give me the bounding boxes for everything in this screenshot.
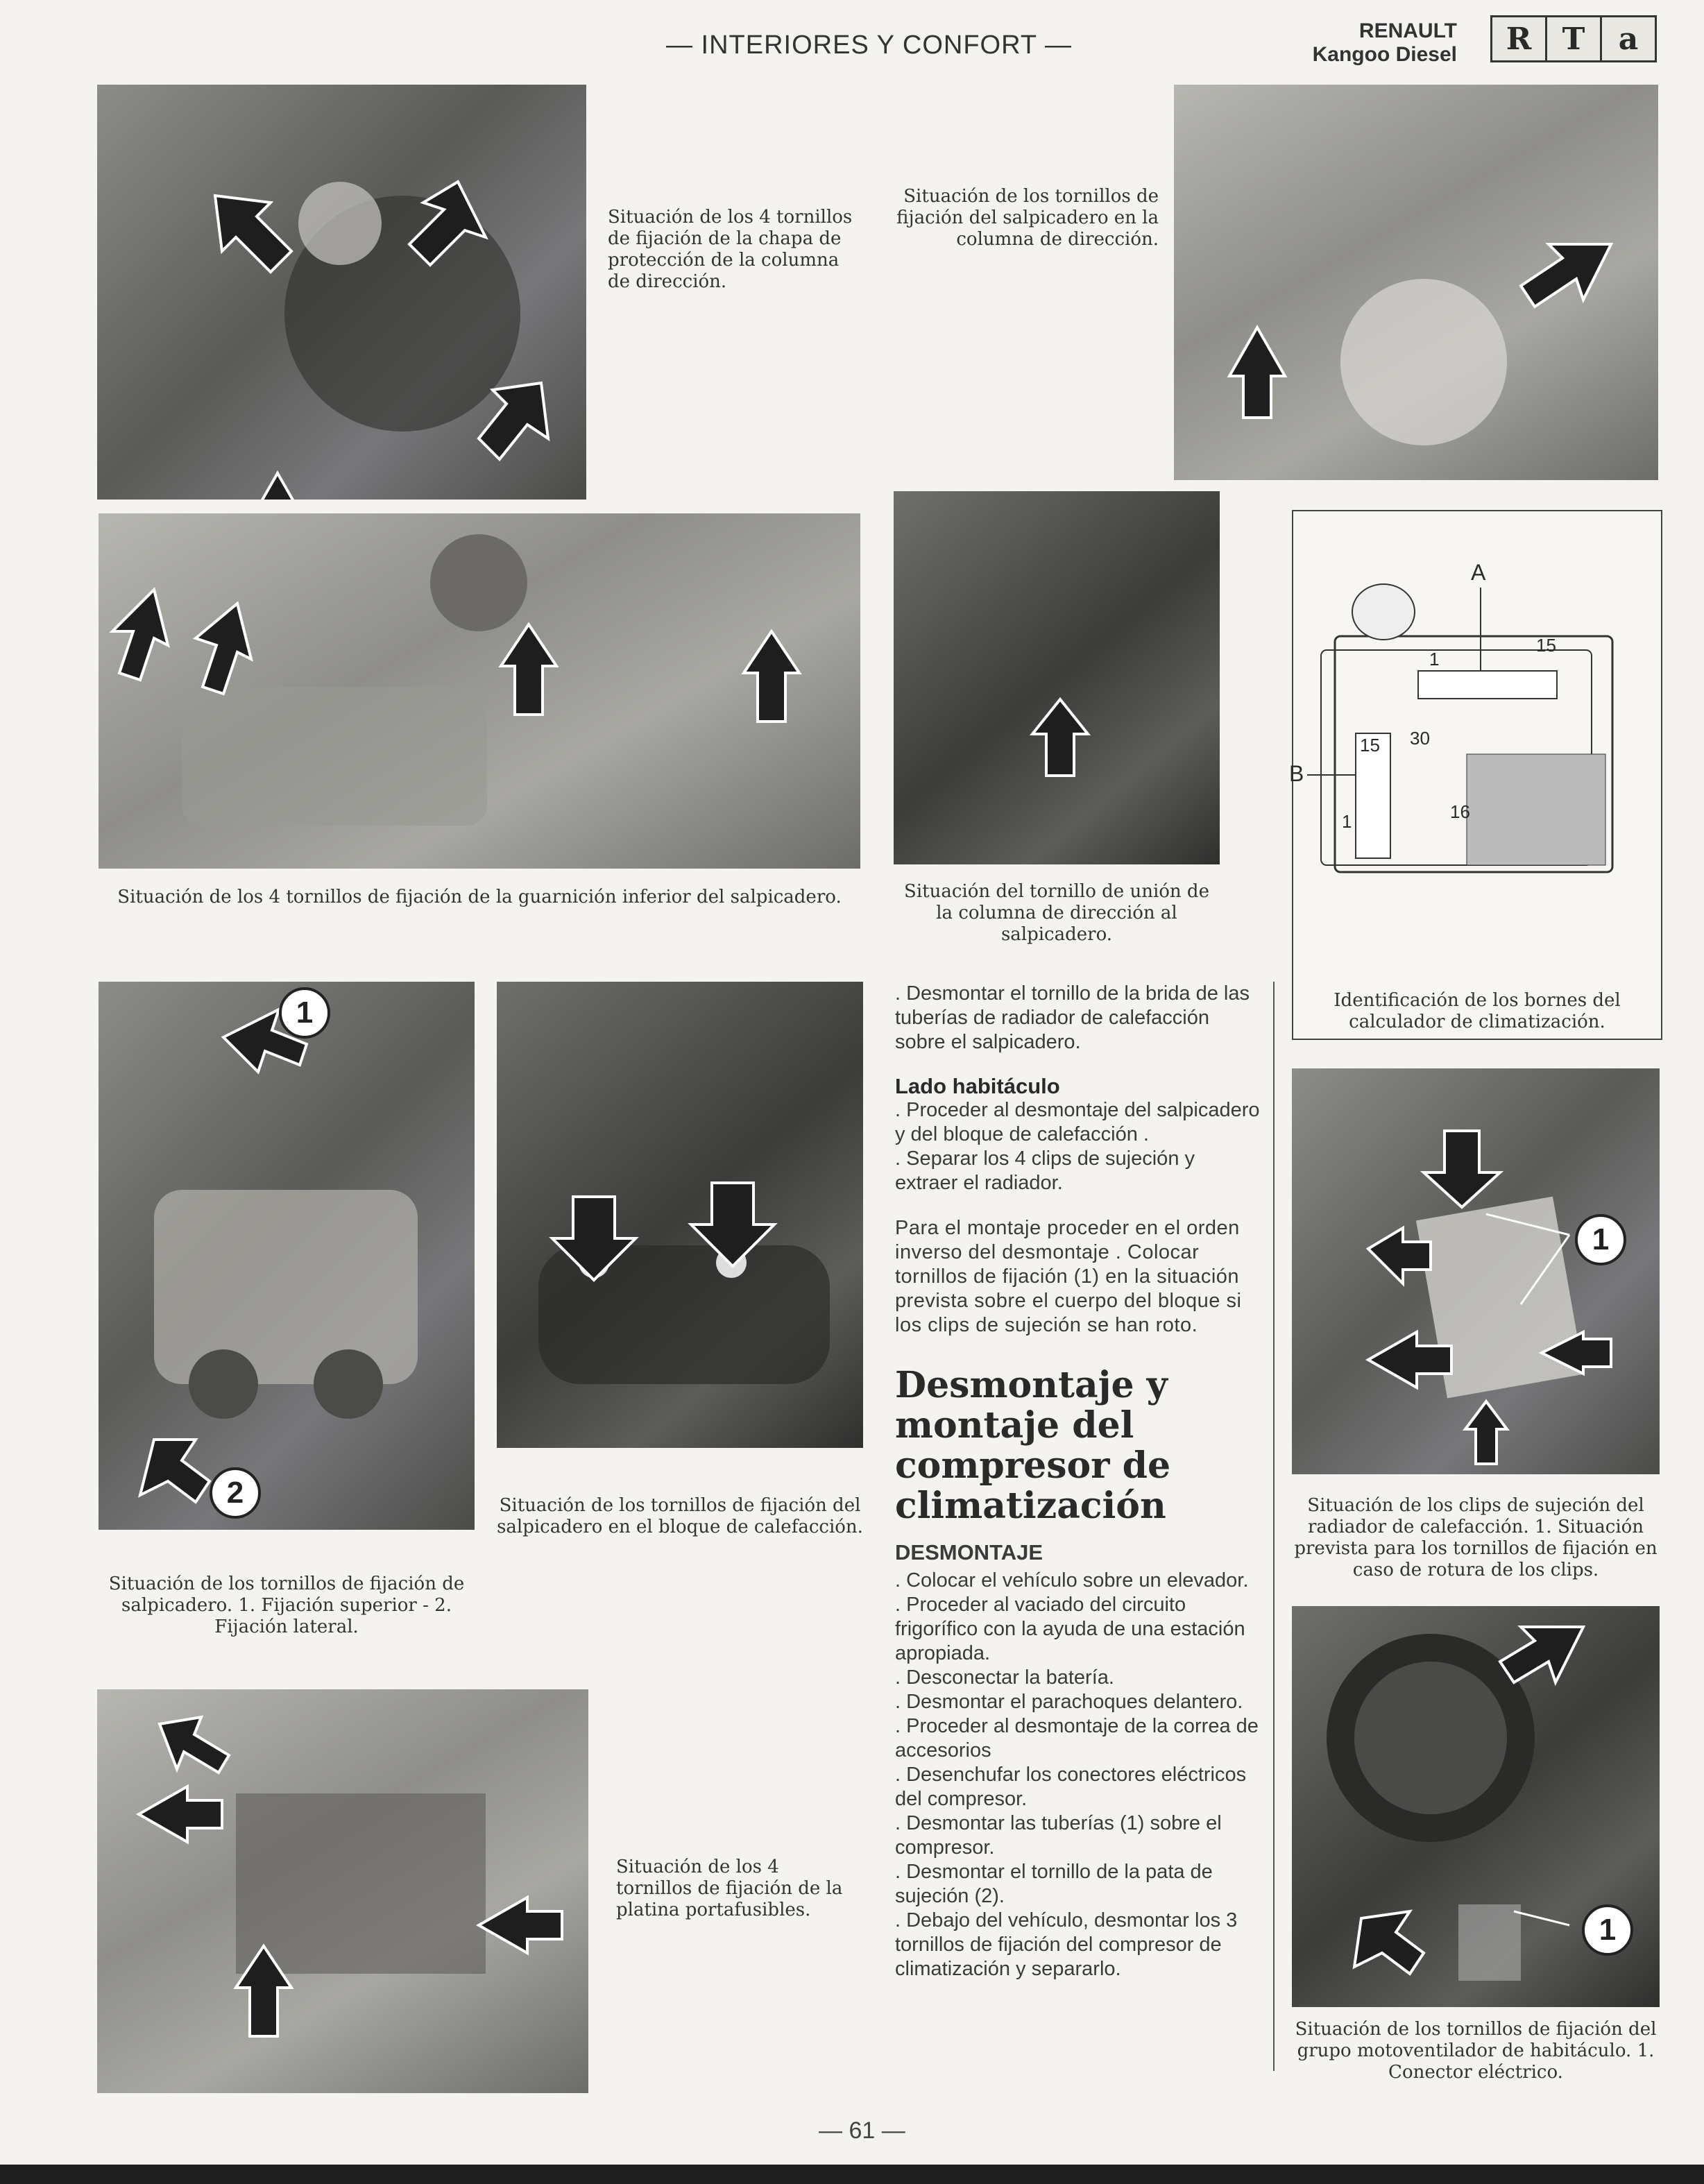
paragraph-separate-clips: . Separar los 4 clips de sujeción y extraer el radiador. xyxy=(895,1148,1195,1194)
brand-model: Kangoo Diesel xyxy=(1312,43,1457,66)
step-3: . Desconectar la batería. xyxy=(895,1666,1114,1689)
arrow-overlay xyxy=(99,982,475,1530)
callout-1: 1 xyxy=(1582,1904,1633,1956)
caption-fig6: Situación de los tornillos de fijación de salpicadero. 1. Fijación superior - 2. Fijación lateral. xyxy=(108,1573,465,1637)
photo-lower-dashboard-trim xyxy=(99,513,860,869)
arrow-overlay xyxy=(1292,1068,1660,1474)
step-1: . Colocar el vehículo sobre un elevador. xyxy=(895,1569,1249,1592)
arrow-overlay xyxy=(497,982,863,1448)
pin-30: 30 xyxy=(1410,728,1430,749)
page-number: — 61 — xyxy=(819,2117,905,2144)
logo-letter-t: T xyxy=(1545,17,1600,60)
label-b: B xyxy=(1289,761,1304,786)
scan-edge xyxy=(0,2165,1704,2184)
photo-dashboard-steering-screws xyxy=(1174,85,1658,480)
pin-1-left: 1 xyxy=(1342,811,1352,832)
arrow-overlay xyxy=(99,513,860,869)
photo-blower-motor-group xyxy=(1292,1606,1660,2007)
caption-fig10: Situación de los tornillos de fijación del grupo motoventilador de habitáculo. 1. Conector eléctrico. xyxy=(1295,2019,1657,2083)
heading-desmontaje: DESMONTAJE xyxy=(895,1540,1043,1564)
caption-fig1: Situación de los 4 tornillos de fijación de la chapa de protección de la columna de dirección. xyxy=(608,207,853,292)
step-4: . Desmontar el parachoques delantero. xyxy=(895,1691,1243,1713)
step-6: . Desenchufar los conectores eléctricos del compresor. xyxy=(895,1764,1247,1810)
pin-1-top: 1 xyxy=(1429,649,1440,669)
body-column xyxy=(895,982,1260,1981)
photo-steering-column-cover xyxy=(97,85,586,500)
caption-fig5: Identificación de los bornes del calculador de climatización. xyxy=(1334,990,1621,1032)
logo-letter-r: R xyxy=(1492,17,1545,60)
pin-15-left: 15 xyxy=(1360,735,1380,756)
arrow-overlay xyxy=(97,85,586,500)
callout-2: 2 xyxy=(210,1467,261,1519)
photo-heater-block-screws xyxy=(497,982,863,1448)
caption-fig3: Situación de los 4 tornillos de fijación de la guarnición inferior del salpicadero. xyxy=(117,887,842,907)
callout-1: 1 xyxy=(1575,1214,1626,1265)
pin-16: 16 xyxy=(1450,801,1470,822)
brand-make: RENAULT xyxy=(1358,19,1457,42)
callout-1: 1 xyxy=(279,987,330,1039)
caption-fig8: Situación de los clips de sujeción del radiador de calefacción. 1. Situación prevista para los tornillos de fijación en caso de rotura de los clips. xyxy=(1294,1495,1658,1580)
diagram-climate-control-unit xyxy=(1289,510,1662,1040)
paragraph-assembly: Para el montaje proceder en el orden inverso del desmontaje . Colocar tornillos de fijación (1) en la situación prevista sobre el cuerpo del bloque si los clips de sujeción se han roto. xyxy=(895,1217,1242,1336)
caption-fig2: Situación de los tornillos de fijación del salpicadero en la columna de dirección. xyxy=(896,186,1159,250)
heading-compressor: Desmontaje y montaje del compresor de climatización xyxy=(895,1364,1171,1527)
logo-letter-a: a xyxy=(1600,17,1655,60)
step-9: . Debajo del vehículo, desmontar los 3 tornillos de fijación del compresor de climatización y separarlo. xyxy=(895,1909,1238,1980)
label-a: A xyxy=(1471,560,1486,585)
pin-15-top: 15 xyxy=(1536,635,1556,656)
photo-steering-column-bolt xyxy=(894,491,1220,864)
step-8: . Desmontar el tornillo de la pata de sujeción (2). xyxy=(895,1861,1213,1907)
rta-logo xyxy=(1490,15,1657,62)
arrow-overlay xyxy=(97,1689,588,2093)
photo-dashboard-fixing-points xyxy=(99,982,475,1530)
step-2: . Proceder al vaciado del circuito frigorífico con la ayuda de una estación apropiada. xyxy=(895,1594,1245,1664)
caption-fig7: Situación de los tornillos de fijación del salpicadero en el bloque de calefacción. xyxy=(497,1495,863,1537)
brand-label xyxy=(1284,19,1457,67)
subheading-lado-habitaculo: Lado habitáculo xyxy=(895,1074,1060,1098)
section-title: — INTERIORES Y CONFORT — xyxy=(666,31,1072,60)
photo-fuse-box-plate xyxy=(97,1689,588,2093)
photo-heater-radiator-clips xyxy=(1292,1068,1660,1474)
caption-fig9: Situación de los 4 tornillos de fijación de la platina portafusibles. xyxy=(616,1857,843,1920)
step-5: . Proceder al desmontaje de la correa de accesorios xyxy=(895,1715,1259,1761)
arrow-overlay xyxy=(1174,85,1658,480)
arrow-overlay xyxy=(894,491,1220,864)
paragraph-radiator-bracket: . Desmontar el tornillo de la brida de las tuberías de radiador de calefacción sobre el salpicadero. xyxy=(895,982,1250,1053)
caption-fig4: Situación del tornillo de unión de la columna de dirección al salpicadero. xyxy=(904,881,1209,945)
paragraph-remove-dashboard: . Proceder al desmontaje del salpicadero y del bloque de calefacción . xyxy=(895,1099,1260,1145)
step-7: . Desmontar las tuberías (1) sobre el compresor. xyxy=(895,1812,1222,1859)
column-divider xyxy=(1273,982,1275,2071)
